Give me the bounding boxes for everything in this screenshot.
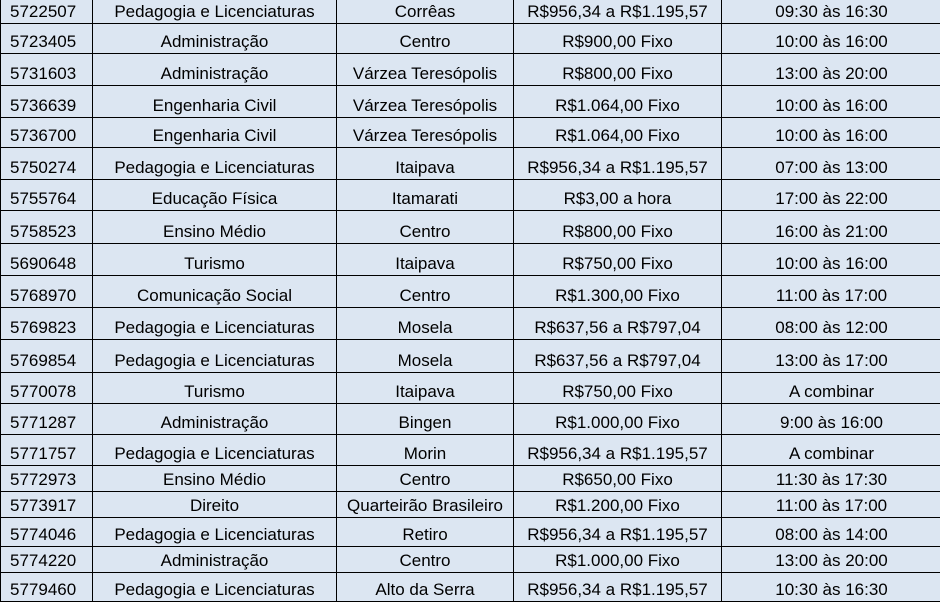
location-cell: Bingen [337, 404, 514, 435]
course-cell: Pedagogia e Licenciaturas [93, 573, 337, 602]
location-cell: Itaipava [337, 244, 514, 276]
location-cell: Centro [337, 276, 514, 308]
table-row [1, 148, 940, 180]
course-cell: Administração [93, 547, 337, 573]
job-code-cell: 5736700 [1, 118, 93, 148]
hours-cell: 10:30 às 16:30 [722, 573, 940, 602]
job-code-cell: 5690648 [1, 244, 93, 276]
pay-cell: R$956,34 a R$1.195,57 [514, 518, 722, 547]
hours-cell: 17:00 às 22:00 [722, 180, 940, 211]
pay-cell: R$1.064,00 Fixo [514, 118, 722, 148]
pay-cell: R$1.064,00 Fixo [514, 86, 722, 118]
course-cell: Educação Física [93, 180, 337, 211]
location-cell: Itamarati [337, 180, 514, 211]
job-code-cell: 5769854 [1, 340, 93, 373]
job-code-cell: 5771757 [1, 435, 93, 466]
location-cell: Morin [337, 435, 514, 466]
hours-cell: 08:00 às 14:00 [722, 518, 940, 547]
job-code-cell: 5774220 [1, 547, 93, 573]
pay-cell: R$637,56 a R$797,04 [514, 340, 722, 373]
table-row [1, 118, 940, 148]
table-row [1, 180, 940, 211]
table-row [1, 373, 940, 404]
hours-cell: 9:00 às 16:00 [722, 404, 940, 435]
table-row [1, 211, 940, 244]
job-code-cell: 5731603 [1, 54, 93, 86]
location-cell: Centro [337, 24, 514, 54]
pay-cell: R$750,00 Fixo [514, 244, 722, 276]
job-code-cell: 5755764 [1, 180, 93, 211]
table-row [1, 518, 940, 547]
hours-cell: 13:00 às 20:00 [722, 54, 940, 86]
location-cell: Retiro [337, 518, 514, 547]
course-cell: Ensino Médio [93, 211, 337, 244]
hours-cell: 10:00 às 16:00 [722, 244, 940, 276]
job-code-cell: 5773917 [1, 492, 93, 518]
hours-cell: 11:30 às 17:30 [722, 466, 940, 492]
location-cell: Centro [337, 466, 514, 492]
table-row [1, 0, 940, 24]
pay-cell: R$956,34 a R$1.195,57 [514, 573, 722, 602]
table-row [1, 547, 940, 573]
table-row [1, 244, 940, 276]
pay-cell: R$3,00 a hora [514, 180, 722, 211]
course-cell: Direito [93, 492, 337, 518]
table-row [1, 466, 940, 492]
pay-cell: R$956,34 a R$1.195,57 [514, 435, 722, 466]
pay-cell: R$1.200,00 Fixo [514, 492, 722, 518]
table-row [1, 54, 940, 86]
pay-cell: R$637,56 a R$797,04 [514, 308, 722, 340]
table-row [1, 492, 940, 518]
location-cell: Várzea Teresópolis [337, 118, 514, 148]
pay-cell: R$1.300,00 Fixo [514, 276, 722, 308]
location-cell: Corrêas [337, 0, 514, 24]
hours-cell: 16:00 às 21:00 [722, 211, 940, 244]
job-code-cell: 5774046 [1, 518, 93, 547]
location-cell: Quarteirão Brasileiro [337, 492, 514, 518]
pay-cell: R$956,34 a R$1.195,57 [514, 0, 722, 24]
pay-cell: R$750,00 Fixo [514, 373, 722, 404]
pay-cell: R$1.000,00 Fixo [514, 404, 722, 435]
hours-cell: 13:00 às 17:00 [722, 340, 940, 373]
course-cell: Pedagogia e Licenciaturas [93, 308, 337, 340]
pay-cell: R$1.000,00 Fixo [514, 547, 722, 573]
location-cell: Itaipava [337, 148, 514, 180]
table-row [1, 340, 940, 373]
location-cell: Centro [337, 547, 514, 573]
hours-cell: 11:00 às 17:00 [722, 492, 940, 518]
job-code-cell: 5779460 [1, 573, 93, 602]
job-code-cell: 5723405 [1, 24, 93, 54]
location-cell: Alto da Serra [337, 573, 514, 602]
table-row [1, 276, 940, 308]
hours-cell: 07:00 às 13:00 [722, 148, 940, 180]
course-cell: Pedagogia e Licenciaturas [93, 340, 337, 373]
location-cell: Várzea Teresópolis [337, 86, 514, 118]
pay-cell: R$900,00 Fixo [514, 24, 722, 54]
table-row [1, 24, 940, 54]
location-cell: Mosela [337, 308, 514, 340]
location-cell: Mosela [337, 340, 514, 373]
location-cell: Itaipava [337, 373, 514, 404]
location-cell: Centro [337, 211, 514, 244]
course-cell: Engenharia Civil [93, 86, 337, 118]
hours-cell: 10:00 às 16:00 [722, 24, 940, 54]
table-row [1, 435, 940, 466]
course-cell: Administração [93, 54, 337, 86]
hours-cell: A combinar [722, 373, 940, 404]
job-code-cell: 5770078 [1, 373, 93, 404]
pay-cell: R$650,00 Fixo [514, 466, 722, 492]
course-cell: Pedagogia e Licenciaturas [93, 148, 337, 180]
hours-cell: 10:00 às 16:00 [722, 118, 940, 148]
table-row [1, 404, 940, 435]
vacancy-table-body [1, 0, 940, 602]
course-cell: Pedagogia e Licenciaturas [93, 435, 337, 466]
course-cell: Turismo [93, 373, 337, 404]
job-code-cell: 5771287 [1, 404, 93, 435]
job-code-cell: 5736639 [1, 86, 93, 118]
course-cell: Ensino Médio [93, 466, 337, 492]
location-cell: Várzea Teresópolis [337, 54, 514, 86]
hours-cell: 13:00 às 20:00 [722, 547, 940, 573]
course-cell: Comunicação Social [93, 276, 337, 308]
course-cell: Administração [93, 404, 337, 435]
job-code-cell: 5769823 [1, 308, 93, 340]
course-cell: Administração [93, 24, 337, 54]
course-cell: Turismo [93, 244, 337, 276]
pay-cell: R$956,34 a R$1.195,57 [514, 148, 722, 180]
pay-cell: R$800,00 Fixo [514, 211, 722, 244]
table-row [1, 573, 940, 602]
course-cell: Pedagogia e Licenciaturas [93, 518, 337, 547]
course-cell: Pedagogia e Licenciaturas [93, 0, 337, 24]
hours-cell: A combinar [722, 435, 940, 466]
job-code-cell: 5768970 [1, 276, 93, 308]
job-code-cell: 5750274 [1, 148, 93, 180]
pay-cell: R$800,00 Fixo [514, 54, 722, 86]
table-row [1, 86, 940, 118]
hours-cell: 08:00 às 12:00 [722, 308, 940, 340]
table-row [1, 308, 940, 340]
hours-cell: 10:00 às 16:00 [722, 86, 940, 118]
course-cell: Engenharia Civil [93, 118, 337, 148]
hours-cell: 11:00 às 17:00 [722, 276, 940, 308]
job-code-cell: 5758523 [1, 211, 93, 244]
job-code-cell: 5772973 [1, 466, 93, 492]
job-code-cell: 5722507 [1, 0, 93, 24]
hours-cell: 09:30 às 16:30 [722, 0, 940, 24]
